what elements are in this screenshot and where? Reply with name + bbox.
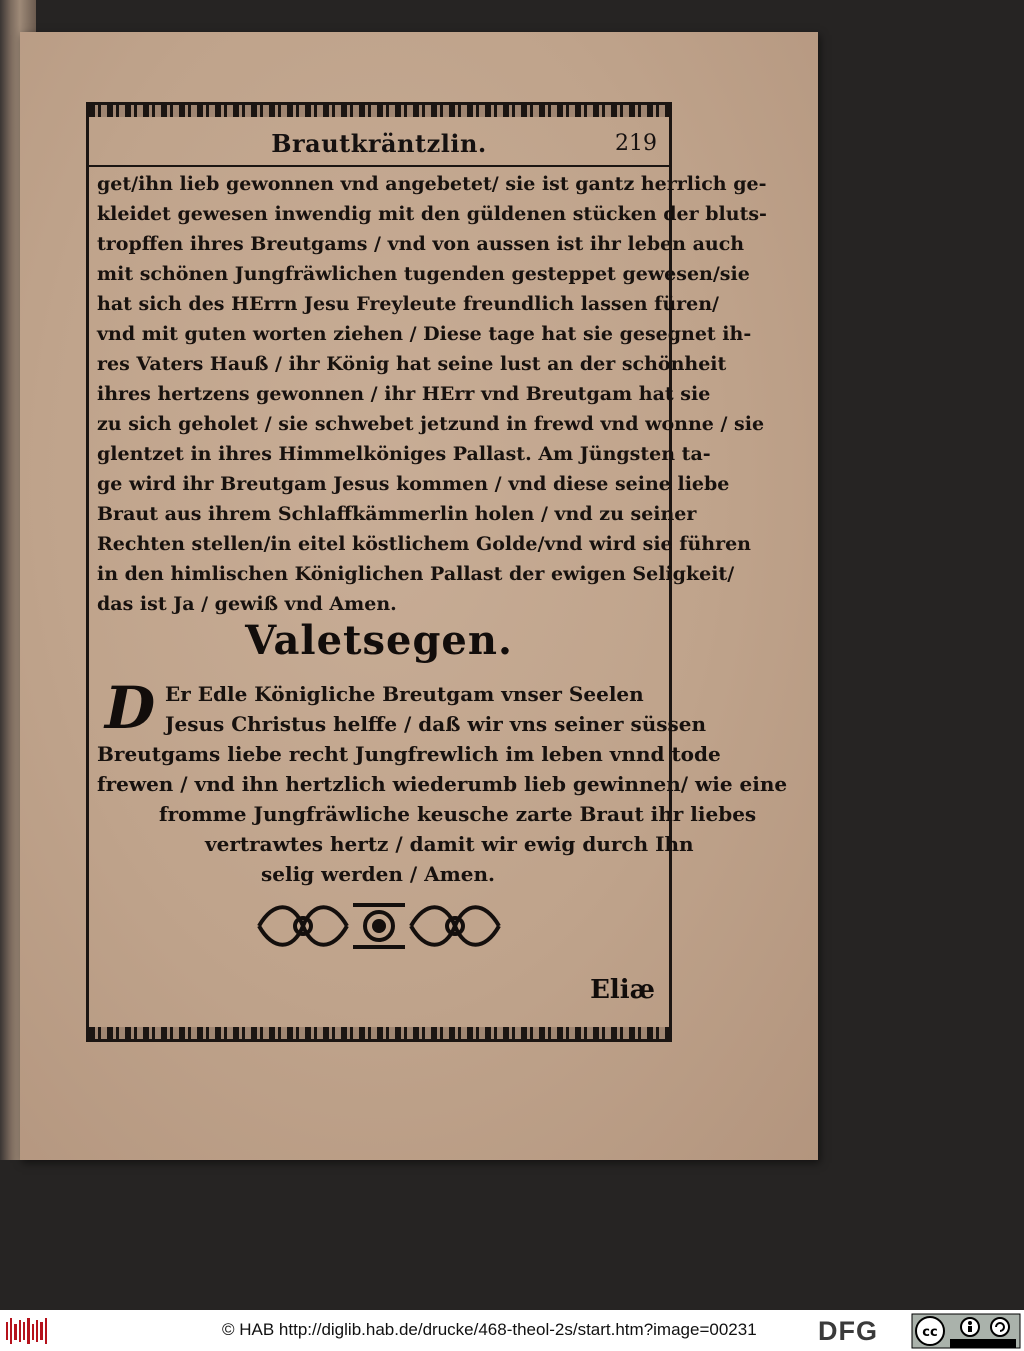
- ornament-vignette: [253, 895, 505, 957]
- prayer-line: Breutgams liebe recht Jungfrewlich im leben vnnd tode: [97, 742, 721, 766]
- page-number: 219: [615, 131, 657, 156]
- book-page: [20, 32, 818, 1160]
- body-line: hat sich des HErrn Jesu Freyleute freundlich lassen füren/: [97, 293, 719, 315]
- text-block-frame: [86, 102, 788, 1042]
- footer-credit-link[interactable]: © HAB http://diglib.hab.de/drucke/468-theol-2s/start.htm?image=00231: [222, 1320, 757, 1339]
- cc-by-sa-icon: [912, 1314, 1020, 1348]
- viewer-footer: [0, 1310, 1024, 1351]
- catchword: Eliæ: [590, 975, 655, 1005]
- body-line: in den himlischen Königlichen Pallast der ewigen Seligkeit/: [97, 563, 735, 585]
- body-line: mit schönen Jungfräwlichen tugenden gesteppet gewesen/sie: [97, 263, 750, 285]
- body-line: res Vaters Hauß / ihr König hat seine lust an der schönheit: [97, 353, 727, 375]
- prayer-line: Er Edle Königliche Breutgam vnser Seelen: [165, 682, 644, 706]
- body-line: ihres hertzens gewonnen / ihr HErr vnd Breutgam hat sie: [97, 383, 711, 405]
- prayer-line: frewen / vnd ihn hertzlich wiederumb lieb gewinnen/ wie eine: [97, 772, 788, 796]
- running-head: [89, 127, 669, 167]
- prayer-line: selig werden / Amen.: [261, 862, 495, 886]
- body-line: kleidet gewesen inwendig mit den güldenen stücken der bluts-: [97, 203, 767, 225]
- prayer-line: vertrawtes hertz / damit wir ewig durch Ihn: [205, 832, 694, 856]
- prayer-line: Jesus Christus helffe / daß wir vns seiner süssen: [165, 712, 707, 736]
- body-line: vnd mit guten worten ziehen / Diese tage hat sie gesegnet ih-: [97, 323, 752, 345]
- section-heading: Valetsegen.: [245, 617, 513, 664]
- body-line: Braut aus ihrem Schlaffkämmerlin holen / vnd zu seiner: [97, 503, 697, 525]
- barcode-icon: [6, 1318, 48, 1344]
- running-title: Brautkräntzlin.: [271, 129, 487, 158]
- body-line: ge wird ihr Breutgam Jesus kommen / vnd diese seine liebe: [97, 473, 730, 495]
- prayer-line: fromme Jungfräwliche keusche zarte Braut ihr liebes: [159, 802, 757, 826]
- body-line: get/ihn lieb gewonnen vnd angebetet/ sie ist gantz herrlich ge-: [97, 173, 767, 195]
- dfg-logo: DFG: [818, 1316, 878, 1346]
- body-line: Rechten stellen/in eitel köstlichem Golde/vnd wird sie führen: [97, 533, 751, 555]
- body-line: das ist Ja / gewiß vnd Amen.: [97, 593, 397, 615]
- drop-cap: D: [104, 674, 156, 742]
- body-line: zu sich geholet / sie schwebet jetzund in frewd vnd wonne / sie: [97, 413, 765, 435]
- body-line: tropffen ihres Breutgams / vnd von aussen ist ihr leben auch: [97, 233, 745, 255]
- svg-text:cc: cc: [922, 1325, 938, 1340]
- body-line: glentzet in ihres Himmelköniges Pallast. Am Jüngsten ta-: [97, 443, 711, 465]
- top-ornamental-border: [89, 105, 669, 117]
- bottom-ornamental-border: [89, 1027, 669, 1039]
